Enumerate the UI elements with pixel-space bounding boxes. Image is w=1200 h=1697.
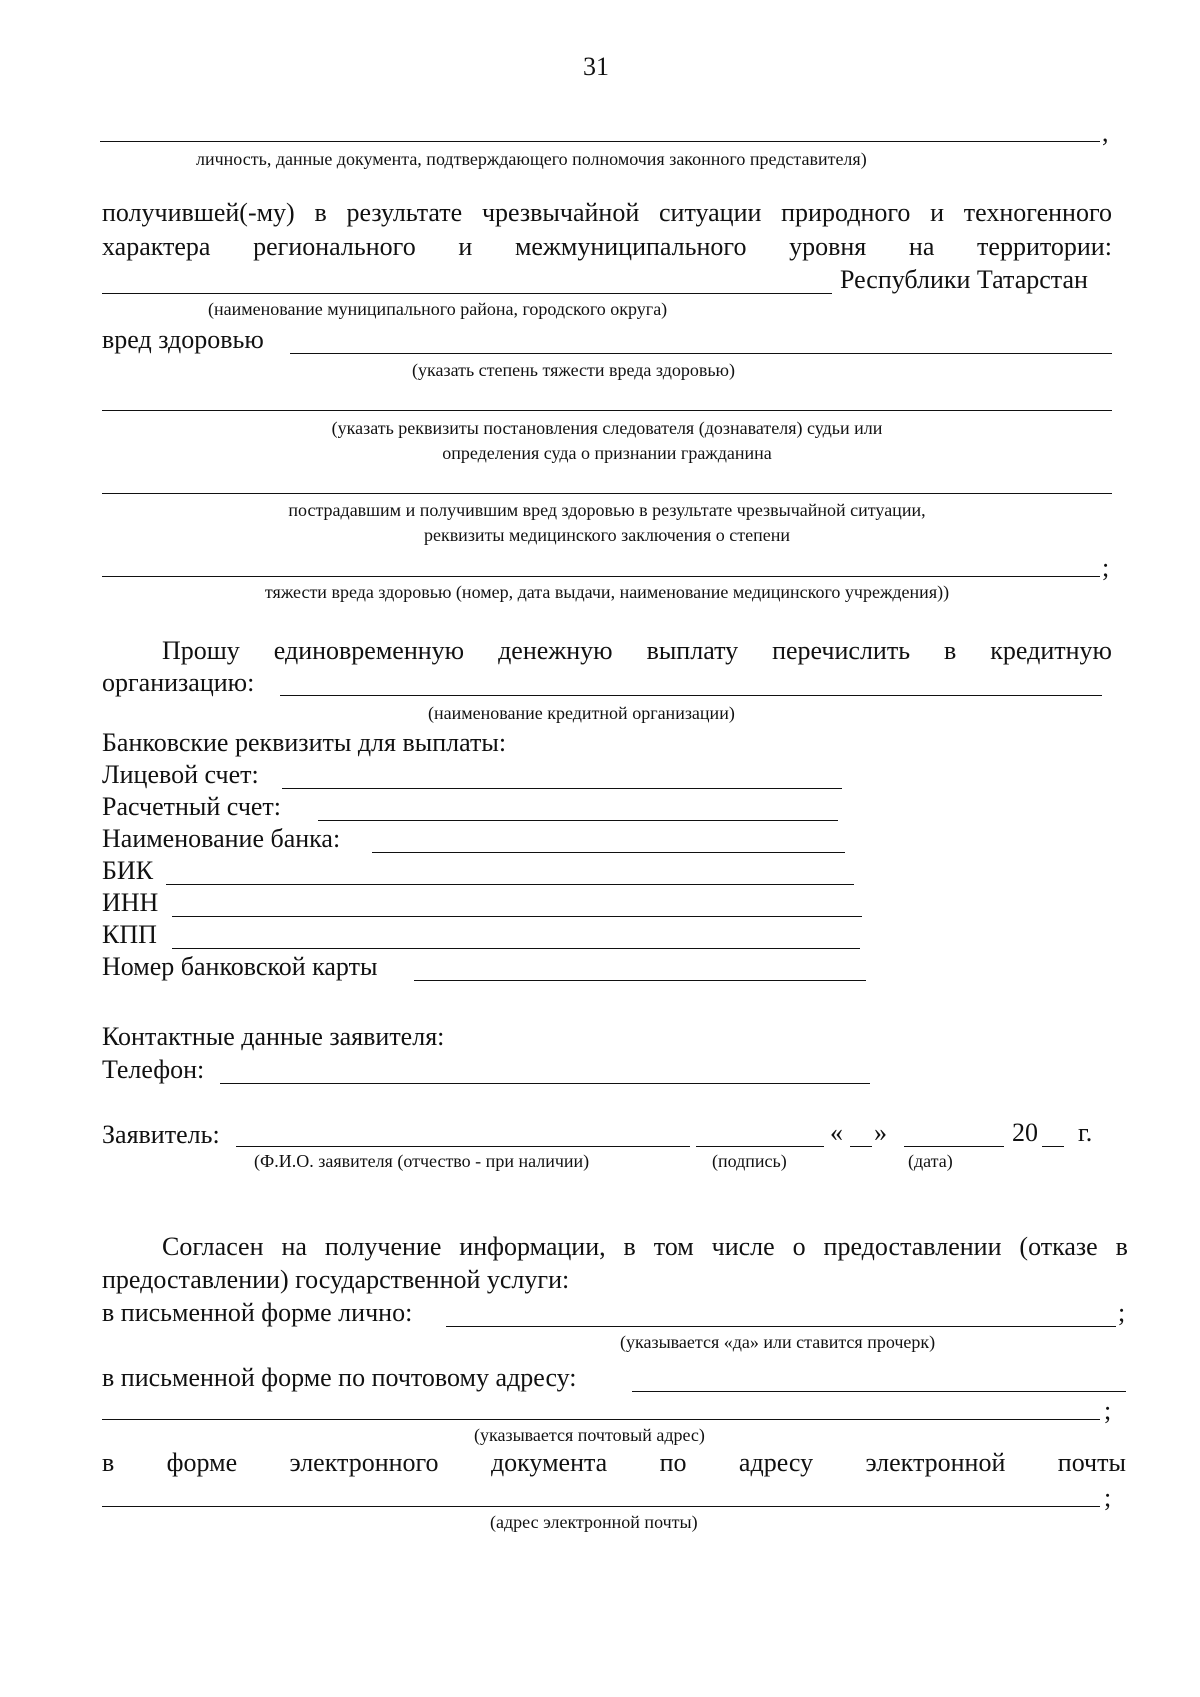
mail-field-line-1[interactable] bbox=[632, 1391, 1126, 1392]
in-person-label: в письменной форме лично: bbox=[102, 1298, 413, 1327]
caption-municipality: (наименование муниципального района, городского округа) bbox=[208, 299, 668, 319]
caption-signature: (подпись) bbox=[712, 1151, 787, 1171]
para1-line1: получившей(-му) в результате чрезвычайной ситуации природного и техногенного bbox=[102, 198, 1112, 227]
mail-semicolon: ; bbox=[1104, 1396, 1112, 1425]
decision-field-line[interactable] bbox=[102, 410, 1112, 411]
in-person-semicolon: ; bbox=[1118, 1298, 1126, 1327]
inn-label: ИНН bbox=[102, 888, 159, 917]
harm-field-line[interactable] bbox=[290, 353, 1112, 354]
identity-field-line[interactable] bbox=[100, 141, 1100, 142]
contacts-heading: Контактные данные заявителя: bbox=[102, 1022, 445, 1051]
month-field-line[interactable] bbox=[904, 1146, 1004, 1147]
personal-account-label: Лицевой счет: bbox=[102, 760, 259, 789]
payment-line1: Прошу единовременную денежную выплату перечислить в кредитную bbox=[162, 636, 1112, 665]
victim-field-line[interactable] bbox=[102, 493, 1112, 494]
caption-decision-1: (указать реквизиты постановления следователя (дознавателя) судьи или bbox=[331, 418, 883, 438]
caption-decision-2: определения суда о признании гражданина bbox=[442, 443, 772, 463]
payment-org-label: организацию: bbox=[102, 668, 255, 697]
card-number-field-line[interactable] bbox=[414, 980, 866, 981]
mail-field-line-2[interactable] bbox=[102, 1419, 1100, 1420]
phone-field-line[interactable] bbox=[220, 1083, 870, 1084]
para1-line2: характера регионального и межмуниципального уровня на территории: bbox=[102, 232, 1112, 261]
severity-semicolon: ; bbox=[1102, 553, 1110, 582]
caption-email: (адрес электронной почты) bbox=[490, 1512, 698, 1532]
consent-line1: Согласен на получение информации, в том числе о предоставлении (отказе в bbox=[162, 1232, 1128, 1261]
settlement-account-field-line[interactable] bbox=[318, 820, 838, 821]
quote-open: « bbox=[830, 1118, 843, 1147]
card-number-label: Номер банковской карты bbox=[102, 952, 378, 981]
applicant-name-field-line[interactable] bbox=[236, 1146, 690, 1147]
quote-close: » bbox=[874, 1118, 887, 1147]
settlement-account-label: Расчетный счет: bbox=[102, 792, 282, 821]
caption-severity: тяжести вреда здоровью (номер, дата выдачи, наименование медицинского учреждения)) bbox=[264, 582, 950, 602]
email-line: в форме электронного документа по адресу электронной почты bbox=[102, 1448, 1126, 1477]
severity-field-line[interactable] bbox=[102, 576, 1100, 577]
signature-field-line[interactable] bbox=[696, 1146, 824, 1147]
personal-account-field-line[interactable] bbox=[282, 788, 842, 789]
republic-text: Республики Татарстан bbox=[840, 265, 1088, 294]
credit-org-field-line[interactable] bbox=[280, 695, 1102, 696]
phone-label: Телефон: bbox=[102, 1055, 205, 1084]
kpp-label: КПП bbox=[102, 920, 157, 949]
caption-mail: (указывается почтовый адрес) bbox=[474, 1425, 705, 1445]
caption-harm: (указать степень тяжести вреда здоровью) bbox=[412, 360, 735, 380]
caption-credit-org: (наименование кредитной организации) bbox=[428, 703, 735, 723]
bik-field-line[interactable] bbox=[166, 884, 854, 885]
bank-name-field-line[interactable] bbox=[372, 852, 845, 853]
in-person-field-line[interactable] bbox=[446, 1326, 1116, 1327]
caption-victim-2: реквизиты медицинского заключения о степени bbox=[423, 525, 791, 545]
bank-name-label: Наименование банка: bbox=[102, 824, 341, 853]
consent-line2: предоставлении) государственной услуги: bbox=[102, 1265, 570, 1294]
year-suffix: г. bbox=[1078, 1118, 1093, 1147]
email-semicolon: ; bbox=[1104, 1483, 1112, 1512]
inn-field-line[interactable] bbox=[172, 916, 862, 917]
caption-applicant-name: (Ф.И.О. заявителя (отчество - при наличии) bbox=[254, 1151, 590, 1171]
day-field-line[interactable] bbox=[850, 1146, 872, 1147]
bank-heading: Банковские реквизиты для выплаты: bbox=[102, 728, 507, 757]
municipality-field-line[interactable] bbox=[102, 293, 832, 294]
caption-in-person: (указывается «да» или ставится прочерк) bbox=[620, 1332, 936, 1352]
year-prefix: 20 bbox=[1012, 1118, 1038, 1147]
email-field-line[interactable] bbox=[102, 1506, 1100, 1507]
by-mail-label: в письменной форме по почтовому адресу: bbox=[102, 1363, 577, 1392]
caption-date: (дата) bbox=[908, 1151, 953, 1171]
trailing-comma: , bbox=[1102, 118, 1109, 147]
caption-identity: личность, данные документа, подтверждающего полномочия законного представителя) bbox=[196, 149, 867, 169]
caption-victim-1: пострадавшим и получившим вред здоровью в результате чрезвычайной ситуации, bbox=[288, 500, 926, 520]
applicant-label: Заявитель: bbox=[102, 1120, 220, 1149]
bik-label: БИК bbox=[102, 856, 154, 885]
page-number: 31 bbox=[583, 52, 609, 81]
harm-label: вред здоровью bbox=[102, 325, 264, 354]
year-field-line[interactable] bbox=[1042, 1146, 1064, 1147]
kpp-field-line[interactable] bbox=[172, 948, 860, 949]
